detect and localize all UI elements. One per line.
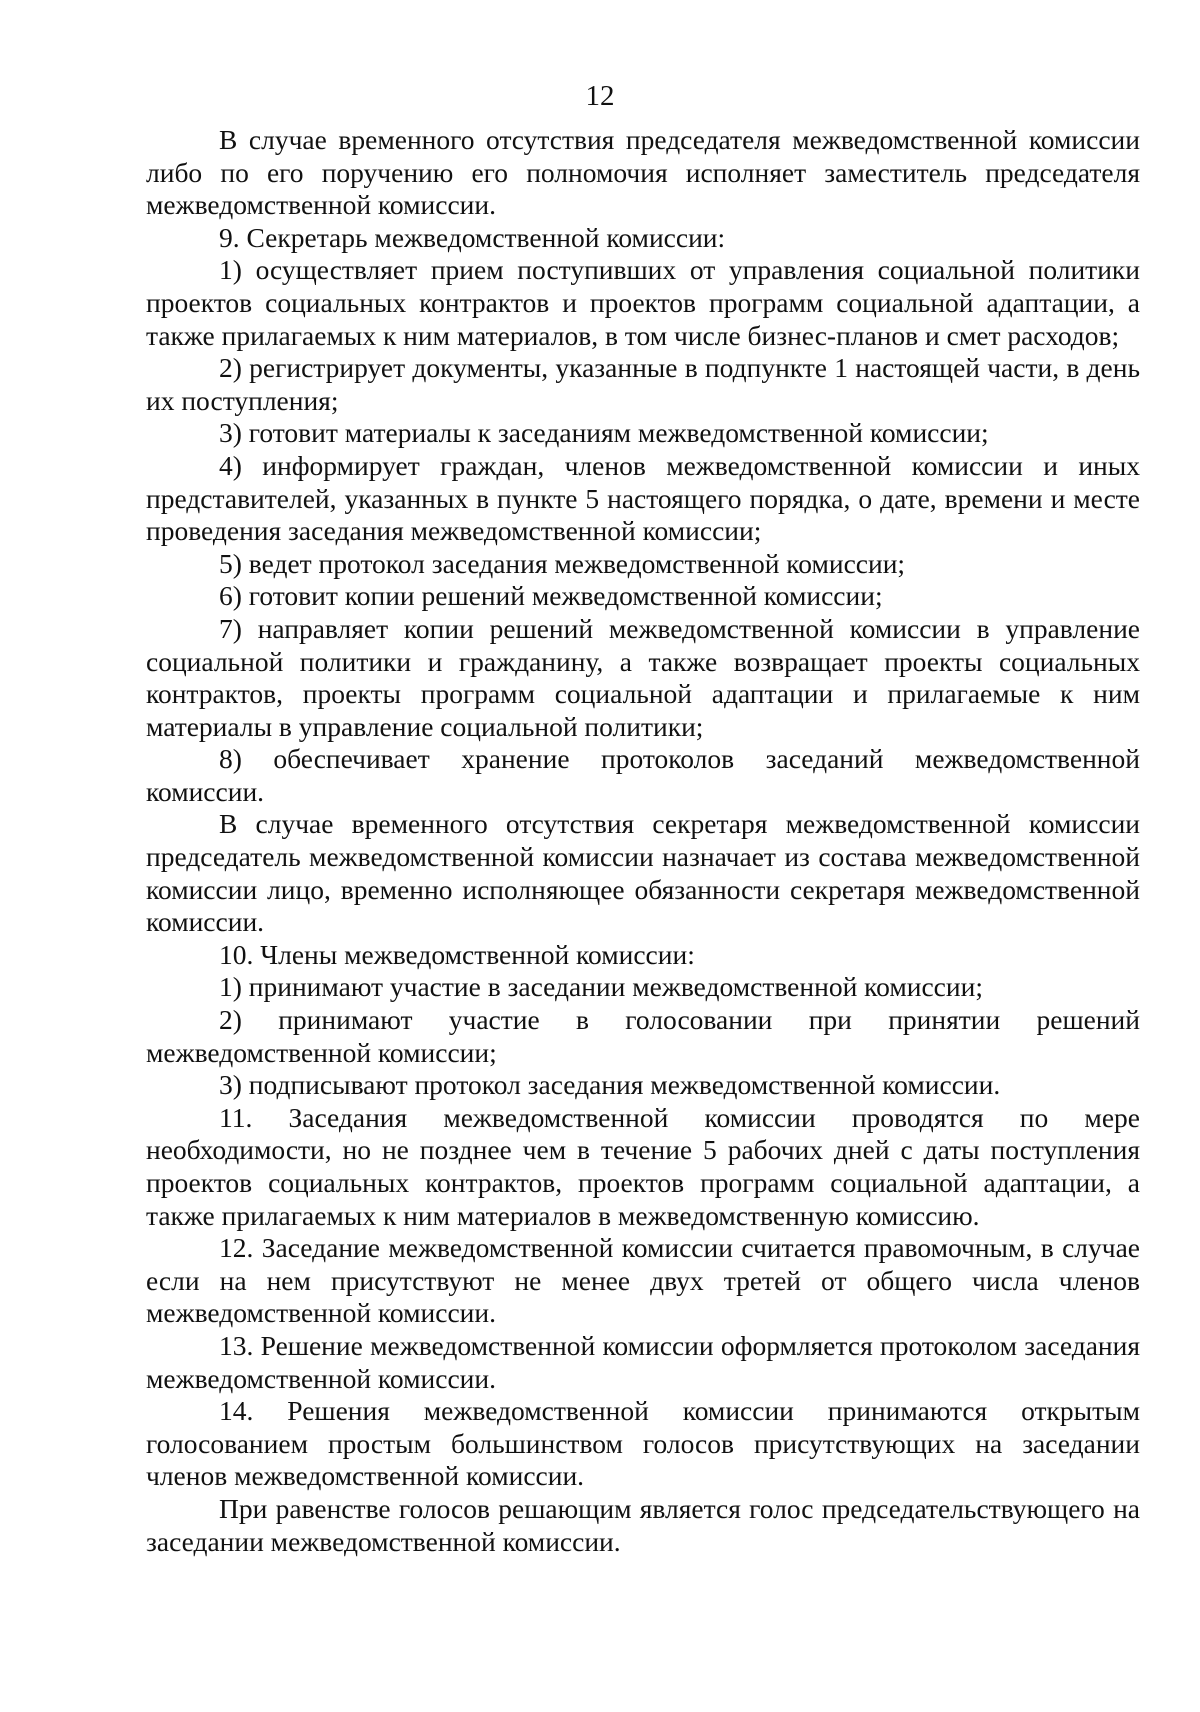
paragraph-9-secretary: 9. Секретарь межведомственной комиссии: [219,221,726,253]
paragraph-9-item-1: 1) осуществляет прием поступивших от управления социальной политики проектов социальных контрактов и проектов программ социальной адаптации, а также прилагаемых к ним материалов, в том числе бизнес-планов и смет расходов; [146,254,1140,351]
paragraph-13-decision: 13. Решение межведомственной комиссии оформляется протоколом заседания межведомственной комиссии. [146,1329,1140,1394]
paragraph-secretary-absence: В случае временного отсутствия секретаря межведомственной комиссии председатель межведомственной комиссии назначает из состава межведомственной комиссии лицо, временно исполняющее обязанности секретаря межведомственной комиссии. [146,808,1140,938]
paragraph-10-item-3: 3) подписывают протокол заседания межведомственной комиссии. [219,1069,1001,1101]
paragraph-10-item-2: 2) принимают участие в голосовании при принятии решений межведомственной комиссии; [146,1004,1140,1068]
paragraph-9-item-5: 5) ведет протокол заседания межведомственной комиссии; [219,547,906,579]
paragraph-tie-vote: При равенстве голосов решающим является голос председательствующего на заседании межведомственной комиссии. [146,1492,1140,1557]
paragraph-deputy-chair: В случае временного отсутствия председателя межведомственной комиссии либо по его поручению его полномочия исполняет заместитель председателя межведомственной комиссии. [146,124,1140,221]
paragraph-9-item-4: 4) информирует граждан, членов межведомственной комиссии и иных представителей, указанных в пункте 5 настоящего порядка, о дате, времени и месте проведения заседания межведомственной комиссии; [146,449,1140,547]
paragraph-12-quorum: 12. Заседание межведомственной комиссии считается правомочным, в случае если на нем присутствуют не менее двух третей от общего числа членов межведомственной комиссии. [146,1232,1140,1329]
paragraph-9-item-6: 6) готовит копии решений межведомственной комиссии; [219,580,883,612]
paragraph-14-voting: 14. Решения межведомственной комиссии принимаются открытым голосованием простым большинством голосов присутствующих на заседании членов межведомственной комиссии. [146,1395,1140,1492]
paragraph-11-meetings: 11. Заседания межведомственной комиссии проводятся по мере необходимости, но не позднее чем в течение 5 рабочих дней с даты поступления проектов социальных контрактов, проектов программ социальной адаптации, а также прилагаемых к ним материалов в межведомственную комиссию. [146,1101,1140,1231]
paragraph-9-item-8: 8) обеспечивает хранение протоколов заседаний межведомственной комиссии. [146,743,1140,807]
paragraph-9-item-7: 7) направляет копии решений межведомственной комиссии в управление социальной политики и гражданину, а также возвращает проекты социальных контрактов, проекты программ социальной адаптации и прилагаемые к ним материалы в управление социальной политики; [146,612,1140,742]
document-body [146,124,1140,1558]
paragraph-10-members: 10. Члены межведомственной комиссии: [219,938,695,970]
page-number: 12 [585,80,615,112]
paragraph-9-item-3: 3) готовит материалы к заседаниям межведомственной комиссии; [219,417,989,449]
paragraph-10-item-1: 1) принимают участие в заседании межведомственной комиссии; [219,971,983,1003]
paragraph-9-item-2: 2) регистрирует документы, указанные в подпункте 1 настоящей части, в день их поступления; [146,352,1140,416]
